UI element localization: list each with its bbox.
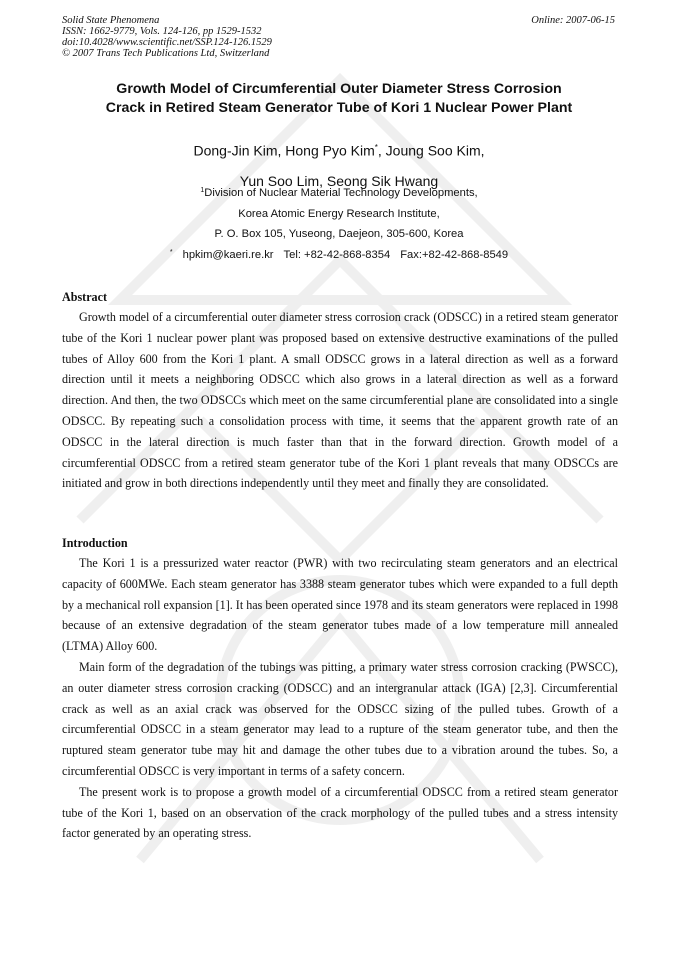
abstract-section bbox=[62, 287, 618, 494]
title-line-2: Crack in Retired Steam Generator Tube of Kori 1 Nuclear Power Plant bbox=[105, 100, 573, 116]
affiliation-line-1: $^1$Division of Nuclear Material Technology Developments, bbox=[200, 187, 478, 199]
phone: Tel: +82-42-868-8354 bbox=[283, 248, 391, 261]
copyright-line: © 2007 Trans Tech Publications Ltd, Switzerland bbox=[62, 48, 270, 59]
paper-title bbox=[40, 80, 638, 118]
fax: Fax:+82-42-868-8549 bbox=[400, 248, 509, 261]
introduction-section bbox=[62, 533, 618, 844]
issn-line: ISSN: 1662-9779, Vols. 124-126, pp 1529-1532 bbox=[62, 26, 262, 37]
affiliation-mark: 1 bbox=[200, 187, 205, 194]
contact-mark: * bbox=[169, 248, 173, 256]
journal-header bbox=[62, 15, 272, 59]
authors-rest: , Joung Soo Kim, bbox=[377, 142, 485, 159]
title-line-1: Growth Model of Circumferential Outer Diameter Stress Corrosion bbox=[116, 81, 562, 97]
intro-paragraph-2: Main form of the degradation of the tubings was pitting, a primary water stress corrosion cracking (PWSCC), an outer diameter stress corrosion cracking (ODSCC) and an intergranular attack (IGA) [2,3]. Circumferential crack as well as an axial crack was observed for the ODSCC sizing of the pulled tubes. Growth of a circumferential ODSCC in a steam generator may lead to a rupture of the steam generator tube, and then the ruptured steam generator tube may hit and damage the other tubes due to a vibration around the tubes. So, a circumferential ODSCC is very important in terms of a safety concern. bbox=[62, 659, 618, 778]
doi-line: doi:10.4028/www.scientific.net/SSP.124-126.1529 bbox=[62, 37, 272, 48]
contact-line bbox=[40, 245, 638, 266]
journal-name: Solid State Phenomena bbox=[62, 15, 160, 26]
affiliation-line-2: Korea Atomic Energy Research Institute, bbox=[238, 207, 440, 220]
introduction-heading: Introduction bbox=[62, 536, 128, 550]
abstract-text: Growth model of a circumferential outer diameter stress corrosion crack (ODSCC) in a retired steam generator tube of the Kori 1 nuclear power plant was proposed based on extensive destructive examinations of the pulled tubes of Alloy 600 from the Kori 1 plant. A small ODSCC grows in a lateral direction as well as a forward direction until it meets a neighboring ODSCC which also grows in a lateral direction as well as a forward direction. And then, the two ODSCCs which meet on the same circumferential plane are consolidated into a single ODSCC. By repeating such a consolidation process with time, it seems that the apparent growth rate of an ODSCC in the lateral direction is much faster than that in the forward direction. Growth model of a circumferential ODSCC from a retired steam generator tube of the Kori 1 plant reveals that many ODSCCs are initiated and grow in both directions independently until they meet and finally they are consolidated. bbox=[62, 310, 618, 491]
abstract-heading: Abstract bbox=[62, 290, 108, 304]
corresponding-mark: * bbox=[374, 143, 378, 152]
affiliation-block bbox=[40, 183, 638, 265]
email: hpkim@kaeri.re.kr bbox=[182, 248, 274, 261]
authors-line-2: Yun Soo Lim, Seong Sik Hwang bbox=[239, 172, 439, 189]
authors-first: Dong-Jin Kim, Hong Pyo Kim bbox=[193, 142, 375, 159]
intro-paragraph-1: The Kori 1 is a pressurized water reactor (PWR) with two recirculating steam generators and an electrical capacity of 600MWe. Each steam generator has 3388 steam generator tubes which were expanded to a full depth by a mechanical roll expansion [1]. It has been operated since 1978 and its steam generators were replaced in 1998 because of an extensive degradation of the steam generator tubes made of a low temperature mill annealed (LTMA) Alloy 600. bbox=[62, 556, 618, 654]
online-date: Online: 2007-06-15 bbox=[531, 15, 615, 26]
affiliation-line-3: P. O. Box 105, Yuseong, Daejeon, 305-600, Korea bbox=[214, 228, 464, 240]
authors-line-1 bbox=[40, 133, 638, 166]
intro-paragraph-3: The present work is to propose a growth model of a circumferential ODSCC from a retired steam generator tube of the Kori 1, based on an observation of the crack morphology of the pulled tubes and a stress intensity factor generated by an operating stress. bbox=[62, 784, 618, 841]
